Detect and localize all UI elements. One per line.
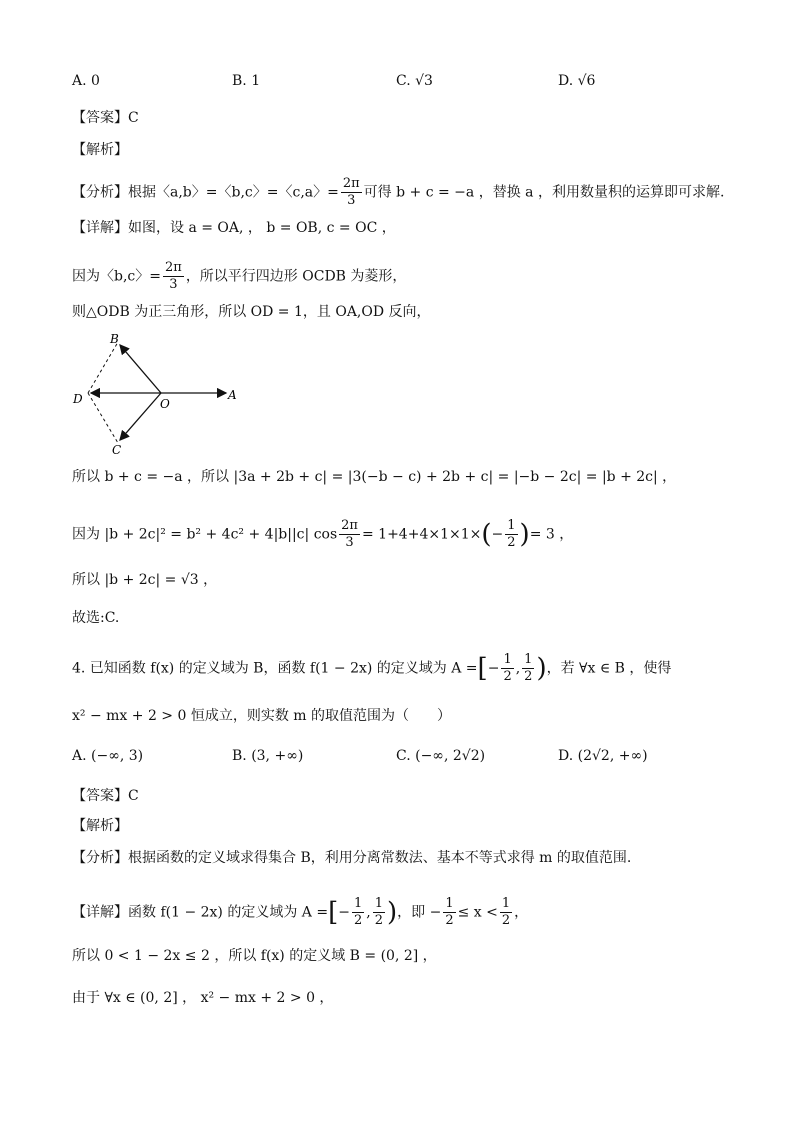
line5-fraction: $\frac{2\pi}{3}$ <box>341 518 358 550</box>
q4-fenxi-tag: 【分析】 <box>72 850 128 866</box>
line2-text-b: ，所以平行四边形 OCDB 为菱形， <box>185 268 407 285</box>
dashed-db <box>88 342 118 393</box>
q3-analysis-line <box>72 140 128 160</box>
dashed-dc <box>88 393 118 443</box>
q3-xiangjie-line <box>72 218 396 238</box>
q4-line2: 所以 0 < 1 − 2x ≤ 2 ，所以 f(x) 的定义域 B = (0, 2] ， <box>72 948 437 964</box>
xiangjie-tag: 【详解】 <box>72 220 128 236</box>
line2-fraction: $\frac{2\pi}{3}$ <box>164 260 182 292</box>
q4-fenxi-text: 根据函数的定义域求得集合 B，利用分离常数法、基本不等式求得 m 的取值范围. <box>128 850 632 866</box>
q4-xj-fraction-2: $\frac{1}{2}$ <box>374 896 383 928</box>
fenxi-tag: 【分析】 <box>72 184 128 201</box>
q4-xj-fraction-1: $\frac{1}{2}$ <box>353 896 363 928</box>
q4-analysis-tag: 【解析】 <box>72 818 128 834</box>
q4-stem-text-1: 4. 已知函数 f(x) 的定义域为 B，函数 f(1 − 2x) 的定义域为 A = <box>72 660 478 677</box>
answer-value: C <box>128 110 139 126</box>
q4-analysis-line <box>72 816 128 836</box>
q4-stem-text-2: ，若 ∀x ∈ B ，使得 <box>546 660 672 677</box>
q4-xiangjie-text-3: ≤ x < <box>457 904 498 921</box>
line5-minus: − <box>491 526 504 543</box>
line5-text-d: = 3 ， <box>529 526 574 543</box>
q3-line3: 则△ODB 为正三角形，所以 OD = 1，且 OA,OD 反向， <box>72 304 431 320</box>
label-a: A <box>228 388 237 402</box>
fenxi-text-2: 可得 b + c = −a ，替换 a ，利用数量积的运算即可求解. <box>363 184 725 201</box>
q4-xiangjie-line: 【详解】函数 f(1 − 2x) 的定义域为 A =[− $\frac{1}{2}$ , $\frac{1}{2}$ )，即 − $\frac{1}{2}$ ≤ x < $\frac{1}{2}$ ， <box>72 896 529 928</box>
q3-line7: 故选:C. <box>72 610 120 626</box>
q4-xiangjie-tag: 【详解】 <box>72 904 128 921</box>
fenxi-fraction: $\frac{2\pi}{3}$ <box>342 176 360 208</box>
q4-option-c: C. (−∞, 2√2) <box>396 748 486 764</box>
q4-stem-line2: x² − mx + 2 > 0 恒成立，则实数 m 的取值范围为（ ） <box>72 708 452 724</box>
q4-line3: 由于 ∀x ∈ (0, 2] ， x² − mx + 2 > 0 ， <box>72 990 334 1006</box>
q4-xiangjie-text-1: 函数 f(1 − 2x) 的定义域为 A = <box>128 904 329 921</box>
option-c: C. √3 <box>396 73 433 89</box>
q4-fenxi-line <box>72 848 631 868</box>
label-o: O <box>160 397 170 411</box>
q4-option-a: A. (−∞, 3) <box>72 748 144 764</box>
q4-answer-value: C <box>128 788 139 804</box>
vector-ob <box>120 345 161 393</box>
q4-option-b: B. (3, +∞) <box>232 748 304 764</box>
q3-line5: 因为 |b + 2c|² = b² + 4c² + 4|b||c| cos $\frac{2\pi}{3}$ = 1+4+4×1×1×(− $\frac{1}{2}$ )= 3 ， <box>72 518 574 550</box>
q4-xj-fraction-4: $\frac{1}{2}$ <box>501 896 511 928</box>
q4-xiangjie-text-2: ，即 − <box>397 904 442 921</box>
vector-oc <box>120 393 161 440</box>
label-d: D <box>73 392 83 406</box>
q4-stem-line1: 4. 已知函数 f(x) 的定义域为 B，函数 f(1 − 2x) 的定义域为 A =[− $\frac{1}{2}$ , $\frac{1}{2}$ )，若 ∀x ∈ B ，使得 <box>72 652 672 684</box>
xiangjie-text: 如图，设 a = OA, ， b = OB, c = OC ， <box>128 220 396 236</box>
option-d: D. √6 <box>558 73 596 89</box>
q4-option-d: D. (2√2, +∞) <box>558 748 648 764</box>
analysis-tag: 【解析】 <box>72 142 128 158</box>
q4-answer-tag: 【答案】 <box>72 788 128 804</box>
label-b: B <box>110 332 119 346</box>
q3-answer-line <box>72 108 139 128</box>
vector-figure <box>66 330 246 455</box>
q4-xiangjie-text-4: ， <box>514 904 529 921</box>
answer-tag: 【答案】 <box>72 110 128 126</box>
line5-text-b: = 1+4+4×1×1× <box>361 526 482 543</box>
line5-fraction-2: $\frac{1}{2}$ <box>507 518 516 550</box>
q4-stem-fraction-1: $\frac{1}{2}$ <box>503 652 512 684</box>
label-c: C <box>112 443 122 455</box>
q4-answer-line <box>72 786 139 806</box>
q4-xj-fraction-3: $\frac{1}{2}$ <box>445 896 454 928</box>
q3-fenxi-line <box>72 176 724 209</box>
option-a: A. 0 <box>72 73 100 89</box>
q3-line4: 所以 b + c = −a ，所以 |3a + 2b + c| = |3(−b − c) + 2b + c| = |−b − 2c| = |b + 2c| ， <box>72 469 677 485</box>
fenxi-text-1: 根据〈a,b〉=〈b,c〉=〈c,a〉= <box>128 184 339 201</box>
q4-stem-fraction-2: $\frac{1}{2}$ <box>524 652 533 684</box>
q3-line2 <box>72 260 406 293</box>
line5-text-a: 因为 |b + 2c|² = b² + 4c² + 4|b||c| cos <box>72 526 338 543</box>
line2-text-a: 因为〈b,c〉= <box>72 268 161 285</box>
option-b: B. 1 <box>232 73 261 89</box>
q3-line6: 所以 |b + 2c| = √3 ， <box>72 572 218 588</box>
